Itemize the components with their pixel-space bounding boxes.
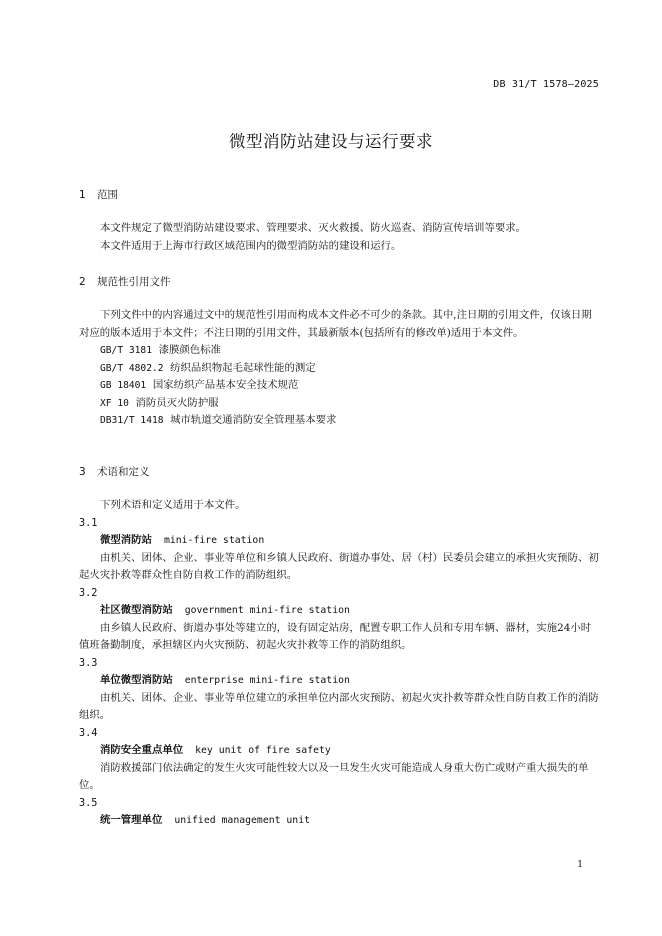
term-number: 3.5: [79, 797, 98, 809]
term-heading: [79, 812, 599, 830]
list-item: [79, 412, 599, 430]
term-number: 3.1: [79, 517, 98, 529]
document-title: 微型消防站建设与运行要求: [229, 132, 433, 151]
list-item: [79, 360, 599, 378]
term-chinese: 消防安全重点单位: [100, 744, 184, 756]
reference-title: 漆膜颜色标准: [158, 344, 221, 356]
term-chinese: 单位微型消防站: [100, 674, 173, 686]
term-entry: [79, 585, 599, 655]
reference-code: DB31/T 1418: [100, 415, 164, 426]
section-title: 术语和定义: [97, 466, 150, 478]
reference-title: 消防员灭火防护服: [135, 396, 219, 409]
paragraph: 下列术语和定义适用于本文件。: [100, 499, 246, 511]
scope-text: [79, 220, 599, 255]
term-definition: 由机关、团体、企业、事业等单位和乡镇人民政府、街道办事处、居（村）民委员会建立的承担火灾预防、初起火灾扑救等群众性自防自救工作的消防组织。: [79, 551, 599, 581]
reference-code: GB/T 4802.2: [100, 362, 164, 374]
term-chinese: 统一管理单位: [100, 814, 163, 826]
section-heading-terms: [79, 465, 599, 479]
term-number: 3.4: [79, 727, 98, 739]
paragraph: 本文件适用于上海市行政区域范围内的微型消防站的建设和运行。: [100, 239, 402, 252]
section-heading-scope: [79, 188, 599, 202]
paragraph: 本文件规定了微型消防站建设要求、管理要求、灭火救援、防火巡查、消防宣传培训等要求。: [100, 222, 527, 234]
list-item: [79, 342, 599, 360]
section-number: 2: [79, 276, 86, 288]
term-heading: [79, 602, 599, 620]
reference-code: GB/T 3181: [100, 345, 152, 356]
term-english: mini-fire station: [163, 535, 265, 546]
section-number: 1: [79, 189, 86, 201]
term-definition: 由机关、团体、企业、事业等单位建立的承担单位内部火灾预防、初起火灾扑救等群众性自防自救工作的消防组织。: [79, 691, 599, 721]
term-english: unified management unit: [174, 815, 311, 826]
section-number: 3: [79, 466, 86, 478]
term-entry: [79, 795, 599, 830]
term-number: 3.2: [79, 587, 98, 599]
term-heading: [79, 532, 599, 550]
term-english: key unit of fire safety: [195, 745, 331, 756]
term-definition: 消防救援部门依法确定的发生火灾可能性较大以及一旦发生火灾可能造成人身重大伤亡或财产重大损失的单位。: [79, 761, 589, 791]
term-heading: [79, 742, 599, 760]
term-definition: 由乡镇人民政府、街道办事处等建立的，设有固定站房，配置专职工作人员和专用车辆、器材，实施24小时值班备勤制度，承担辖区内火灾预防、初起火灾扑救等工作的消防组织。: [79, 621, 592, 651]
reference-title: 城市轨道交通消防安全管理基本要求: [170, 414, 337, 426]
reference-code: GB 18401: [100, 380, 147, 391]
terms-text: [79, 497, 599, 830]
reference-code: XF 10: [100, 397, 129, 409]
term-entry: [79, 725, 599, 795]
list-item: [79, 377, 599, 395]
reference-title: 纺织品织物起毛起球性能的测定: [170, 361, 316, 374]
section-heading-normative-refs: [79, 275, 599, 289]
term-number: 3.3: [79, 657, 98, 669]
list-item: [79, 395, 599, 413]
term-english: government mini-fire station: [184, 605, 350, 616]
term-chinese: 社区微型消防站: [100, 604, 173, 616]
paragraph: 下列文件中的内容通过文中的规范性引用而构成本文件必不可少的条款。其中,注日期的引用文件，仅该日期对应的版本适用于本文件；不注日期的引用文件，其最新版本(包括所有的修改单)适用于本文件。: [79, 309, 592, 339]
term-heading: [79, 672, 599, 690]
normative-refs-text: [79, 307, 599, 430]
term-entry: [79, 655, 599, 725]
reference-title: 国家纺织产品基本安全技术规范: [152, 379, 299, 391]
section-title: 规范性引用文件: [97, 276, 171, 288]
standard-code: DB 31/T 1578—2025: [493, 79, 599, 90]
term-english: enterprise mini-fire station: [184, 675, 350, 686]
term-entry: [79, 515, 599, 585]
term-chinese: 微型消防站: [100, 534, 152, 546]
reference-list: [79, 342, 599, 430]
page-number: 1: [577, 860, 583, 870]
section-title: 范围: [97, 189, 118, 201]
